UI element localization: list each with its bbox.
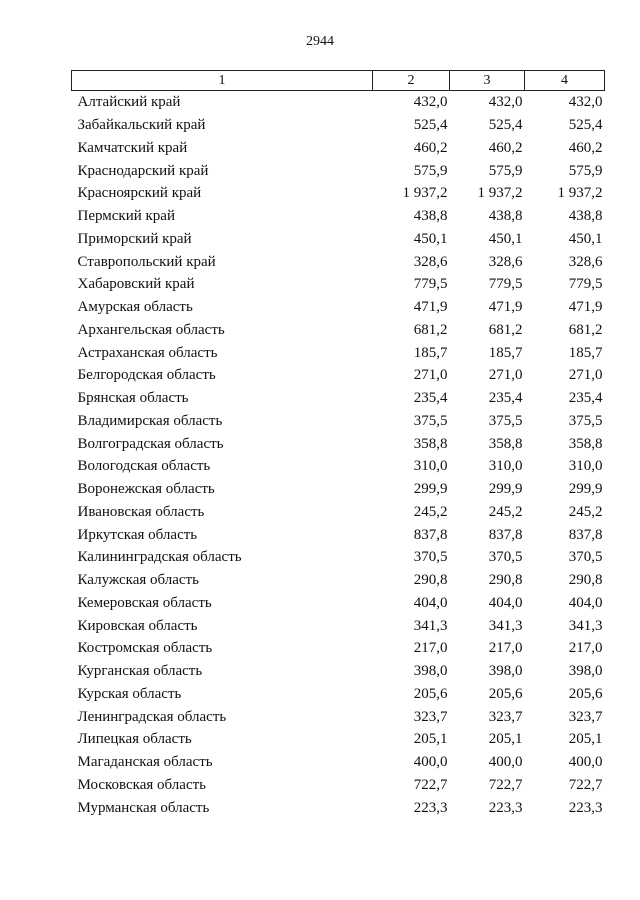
- table-row: [72, 341, 605, 364]
- region-name-cell: Владимирская область: [77, 412, 223, 429]
- table-row: [72, 228, 605, 251]
- value-col3-cell: 310,0: [488, 458, 523, 475]
- value-col4-cell: 205,1: [568, 731, 603, 748]
- table-row: [72, 501, 605, 524]
- value-col2-cell: 341,3: [413, 617, 448, 634]
- table-header: [72, 71, 605, 91]
- value-col2-cell: 185,7: [413, 344, 448, 361]
- value-col3-cell: 205,1: [488, 731, 523, 748]
- region-name-cell: Калининградская область: [77, 549, 242, 566]
- region-name-cell: Кировская область: [77, 617, 198, 634]
- value-col3-cell: 837,8: [488, 526, 523, 543]
- value-col3-cell: 185,7: [488, 344, 523, 361]
- value-col4-cell: 205,6: [568, 685, 603, 702]
- value-col2-cell: 400,0: [413, 754, 448, 771]
- value-col4-cell: 438,8: [568, 208, 603, 225]
- table-row: [72, 796, 605, 819]
- value-col3-cell: 398,0: [488, 663, 523, 680]
- value-col4-cell: 404,0: [568, 594, 603, 611]
- value-col4-cell: 358,8: [568, 435, 603, 452]
- value-col3-cell: 450,1: [488, 230, 523, 247]
- value-col3-cell: 271,0: [488, 367, 523, 384]
- table-row: [72, 296, 605, 319]
- value-col4-cell: 323,7: [568, 708, 603, 725]
- column-header-1: 1: [72, 71, 373, 91]
- table-row: [72, 455, 605, 478]
- table-row: [72, 751, 605, 774]
- table-row: [72, 273, 605, 296]
- value-col2-cell: 432,0: [413, 94, 448, 111]
- value-col4-cell: 341,3: [568, 617, 603, 634]
- value-col4-cell: 310,0: [568, 458, 603, 475]
- value-col3-cell: 404,0: [488, 594, 523, 611]
- value-col3-cell: 299,9: [488, 481, 523, 498]
- value-col4-cell: 370,5: [568, 549, 603, 566]
- value-col3-cell: 681,2: [488, 321, 523, 338]
- value-col4-cell: 460,2: [568, 139, 603, 156]
- value-col3-cell: 341,3: [488, 617, 523, 634]
- value-col4-cell: 245,2: [568, 503, 603, 520]
- value-col2-cell: 471,9: [413, 299, 448, 316]
- value-col4-cell: 779,5: [568, 276, 603, 293]
- value-col3-cell: 245,2: [488, 503, 523, 520]
- value-col4-cell: 432,0: [568, 94, 603, 111]
- value-col3-cell: 1 937,2: [477, 185, 523, 202]
- region-name-cell: Краснодарский край: [77, 162, 209, 179]
- region-name-cell: Калужская область: [77, 572, 199, 589]
- value-col2-cell: 722,7: [413, 776, 448, 793]
- value-col3-cell: 779,5: [488, 276, 523, 293]
- value-col4-cell: 185,7: [568, 344, 603, 361]
- region-name-cell: Астраханская область: [77, 344, 218, 361]
- value-col2-cell: 223,3: [413, 799, 448, 816]
- value-col3-cell: 328,6: [488, 253, 523, 270]
- value-col2-cell: 323,7: [413, 708, 448, 725]
- value-col3-cell: 460,2: [488, 139, 523, 156]
- value-col3-cell: 205,6: [488, 685, 523, 702]
- region-name-cell: Костромская область: [77, 640, 213, 657]
- value-col3-cell: 722,7: [488, 776, 523, 793]
- value-col4-cell: 1 937,2: [557, 185, 603, 202]
- region-name-cell: Приморский край: [77, 230, 192, 247]
- region-name-cell: Курганская область: [77, 663, 203, 680]
- value-col3-cell: 432,0: [488, 94, 523, 111]
- header-row: [72, 71, 605, 91]
- value-col4-cell: 398,0: [568, 663, 603, 680]
- value-col2-cell: 217,0: [413, 640, 448, 657]
- value-col3-cell: 375,5: [488, 412, 523, 429]
- region-name-cell: Хабаровский край: [77, 276, 195, 293]
- table-row: [72, 614, 605, 637]
- table-row: [72, 637, 605, 660]
- region-name-cell: Курская область: [77, 685, 182, 702]
- value-col2-cell: 245,2: [413, 503, 448, 520]
- value-col4-cell: 575,9: [568, 162, 603, 179]
- value-col2-cell: 681,2: [413, 321, 448, 338]
- value-col2-cell: 837,8: [413, 526, 448, 543]
- region-name-cell: Амурская область: [77, 299, 193, 316]
- value-col3-cell: 217,0: [488, 640, 523, 657]
- table-row: [72, 592, 605, 615]
- table-row: [72, 91, 605, 114]
- value-col3-cell: 471,9: [488, 299, 523, 316]
- value-col2-cell: 525,4: [413, 117, 448, 134]
- value-col2-cell: 370,5: [413, 549, 448, 566]
- value-col2-cell: 460,2: [413, 139, 448, 156]
- value-col3-cell: 235,4: [488, 390, 523, 407]
- value-col2-cell: 398,0: [413, 663, 448, 680]
- table-row: [72, 660, 605, 683]
- table-row: [72, 250, 605, 273]
- region-name-cell: Вологодская область: [77, 458, 211, 475]
- table-row: [72, 137, 605, 160]
- column-header-2: 2: [373, 71, 450, 91]
- table-row: [72, 387, 605, 410]
- region-name-cell: Кемеровская область: [77, 594, 212, 611]
- value-col3-cell: 223,3: [488, 799, 523, 816]
- value-col4-cell: 217,0: [568, 640, 603, 657]
- value-col4-cell: 328,6: [568, 253, 603, 270]
- table-row: [72, 774, 605, 797]
- table-row: [72, 705, 605, 728]
- value-col2-cell: 375,5: [413, 412, 448, 429]
- value-col4-cell: 722,7: [568, 776, 603, 793]
- data-table-container: [71, 70, 604, 819]
- value-col4-cell: 837,8: [568, 526, 603, 543]
- value-col2-cell: 235,4: [413, 390, 448, 407]
- region-name-cell: Липецкая область: [77, 731, 192, 748]
- table-row: [72, 114, 605, 137]
- region-name-cell: Камчатский край: [77, 139, 188, 156]
- value-col4-cell: 525,4: [568, 117, 603, 134]
- region-name-cell: Ленинградская область: [77, 708, 227, 725]
- value-col4-cell: 400,0: [568, 754, 603, 771]
- table-row: [72, 159, 605, 182]
- value-col2-cell: 205,1: [413, 731, 448, 748]
- value-col2-cell: 310,0: [413, 458, 448, 475]
- value-col3-cell: 323,7: [488, 708, 523, 725]
- region-name-cell: Волгоградская область: [77, 435, 224, 452]
- value-col2-cell: 575,9: [413, 162, 448, 179]
- value-col2-cell: 779,5: [413, 276, 448, 293]
- value-col2-cell: 438,8: [413, 208, 448, 225]
- value-col3-cell: 575,9: [488, 162, 523, 179]
- page-number: 2944: [306, 34, 334, 49]
- table-row: [72, 478, 605, 501]
- region-name-cell: Ставропольский край: [77, 253, 216, 270]
- table-row: [72, 205, 605, 228]
- value-col2-cell: 271,0: [413, 367, 448, 384]
- region-name-cell: Белгородская область: [77, 367, 216, 384]
- value-col2-cell: 404,0: [413, 594, 448, 611]
- table-row: [72, 432, 605, 455]
- data-table: [71, 70, 605, 819]
- region-name-cell: Красноярский край: [77, 185, 202, 202]
- region-name-cell: Архангельская область: [77, 321, 225, 338]
- value-col3-cell: 525,4: [488, 117, 523, 134]
- value-col4-cell: 299,9: [568, 481, 603, 498]
- column-header-4: 4: [525, 71, 605, 91]
- table-row: [72, 364, 605, 387]
- value-col3-cell: 438,8: [488, 208, 523, 225]
- value-col2-cell: 450,1: [413, 230, 448, 247]
- value-col4-cell: 290,8: [568, 572, 603, 589]
- value-col2-cell: 290,8: [413, 572, 448, 589]
- value-col2-cell: 358,8: [413, 435, 448, 452]
- value-col4-cell: 375,5: [568, 412, 603, 429]
- region-name-cell: Ивановская область: [77, 503, 205, 520]
- value-col3-cell: 290,8: [488, 572, 523, 589]
- region-name-cell: Воронежская область: [77, 481, 215, 498]
- region-name-cell: Пермский край: [77, 208, 175, 225]
- region-name-cell: Брянская область: [77, 390, 189, 407]
- value-col3-cell: 400,0: [488, 754, 523, 771]
- value-col2-cell: 1 937,2: [402, 185, 448, 202]
- value-col4-cell: 223,3: [568, 799, 603, 816]
- region-name-cell: Иркутская область: [77, 526, 198, 543]
- column-header-3: 3: [450, 71, 525, 91]
- value-col2-cell: 328,6: [413, 253, 448, 270]
- table-row: [72, 683, 605, 706]
- value-col4-cell: 235,4: [568, 390, 603, 407]
- region-name-cell: Забайкальский край: [77, 117, 206, 134]
- table-row: [72, 182, 605, 205]
- value-col4-cell: 471,9: [568, 299, 603, 316]
- table-row: [72, 410, 605, 433]
- value-col4-cell: 681,2: [568, 321, 603, 338]
- value-col4-cell: 271,0: [568, 367, 603, 384]
- value-col3-cell: 370,5: [488, 549, 523, 566]
- region-name-cell: Мурманская область: [77, 799, 210, 816]
- region-name-cell: Магаданская область: [77, 754, 213, 771]
- table-row: [72, 728, 605, 751]
- region-name-cell: Алтайский край: [77, 94, 181, 111]
- value-col4-cell: 450,1: [568, 230, 603, 247]
- table-row: [72, 523, 605, 546]
- value-col2-cell: 205,6: [413, 685, 448, 702]
- table-row: [72, 319, 605, 342]
- value-col3-cell: 358,8: [488, 435, 523, 452]
- value-col2-cell: 299,9: [413, 481, 448, 498]
- table-body: [72, 91, 605, 820]
- region-name-cell: Московская область: [77, 776, 206, 793]
- table-row: [72, 546, 605, 569]
- table-row: [72, 569, 605, 592]
